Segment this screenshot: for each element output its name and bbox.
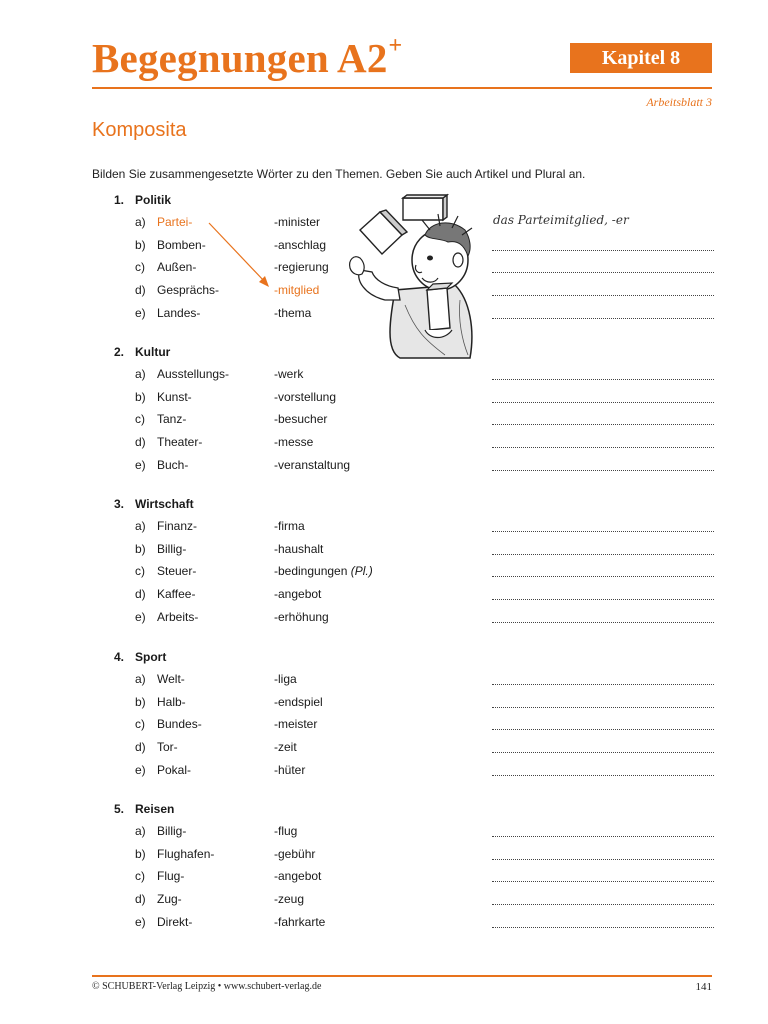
- section-heading: 5. Reisen: [114, 802, 175, 816]
- answer-line[interactable]: [492, 824, 714, 837]
- brand-title: Begegnungen A2+: [92, 33, 403, 81]
- header-rule: [92, 87, 712, 89]
- item-letter: e): [135, 914, 146, 929]
- section-heading: 2. Kultur: [114, 345, 171, 359]
- answer-line[interactable]: [492, 458, 714, 471]
- item-letter: b): [135, 694, 146, 709]
- answer-line[interactable]: [492, 672, 714, 685]
- word-first-part: Tor-: [157, 740, 178, 755]
- answer-line[interactable]: [492, 587, 714, 600]
- word-first-part: Pokal-: [157, 762, 192, 777]
- word-first-part: Kaffee-: [157, 587, 196, 602]
- word-first-part: Halb-: [157, 694, 186, 709]
- word-first-part: Steuer-: [157, 564, 197, 579]
- item-letter: e): [135, 609, 146, 624]
- answer-line[interactable]: [492, 238, 714, 251]
- word-first-part: Arbeits-: [157, 609, 199, 624]
- word-first-part: Buch-: [157, 457, 189, 472]
- word-second-part: -fahrkarte: [274, 914, 326, 929]
- item-letter: a): [135, 672, 146, 686]
- word-second-part: -besucher: [274, 412, 328, 427]
- item-letter: d): [135, 740, 146, 755]
- item-letter: c): [135, 260, 145, 275]
- item-letter: b): [135, 237, 146, 252]
- word-second-part: -hüter: [274, 762, 306, 777]
- item-letter: c): [135, 564, 145, 579]
- section-heading: 1. Politik: [114, 193, 172, 207]
- answer-line[interactable]: [492, 519, 714, 532]
- word-second-part: -angebot: [274, 869, 322, 884]
- word-first-part: Tanz-: [157, 412, 187, 427]
- word-first-part: Außen-: [157, 260, 197, 275]
- item-letter: d): [135, 283, 146, 298]
- word-first-part: Direkt-: [157, 914, 193, 929]
- word-second-part: -zeit: [274, 740, 297, 755]
- answer-line[interactable]: [492, 717, 714, 730]
- word-first-part: Bomben-: [157, 237, 206, 252]
- item-letter: c): [135, 869, 145, 884]
- answer-line[interactable]: [492, 763, 714, 776]
- footer-copyright: © SCHUBERT-Verlag Leipzig • www.schubert-verlag.de: [92, 981, 322, 992]
- item-letter: c): [135, 717, 145, 732]
- word-second-part: -thema: [274, 305, 312, 320]
- item-letter: d): [135, 587, 146, 602]
- word-second-part: -veranstaltung: [274, 457, 351, 472]
- word-first-part: Billig-: [157, 824, 187, 838]
- word-second-part: -mitglied: [274, 283, 320, 298]
- word-second-part: -liga: [274, 672, 297, 686]
- item-letter: e): [135, 305, 146, 320]
- item-letter: b): [135, 541, 146, 556]
- answer-line[interactable]: [492, 695, 714, 708]
- page-title: Komposita: [92, 119, 187, 141]
- instructions-text: Bilden Sie zusammengesetzte Wörter zu den Themen. Geben Sie auch Artikel und Plural an.: [92, 167, 586, 181]
- word-first-part: Zug-: [157, 892, 182, 907]
- item-letter: a): [135, 367, 146, 381]
- word-second-part: -zeug: [274, 892, 305, 907]
- word-second-part: -anschlag: [274, 237, 327, 252]
- word-first-part: Partei-: [157, 215, 193, 229]
- juggler-illustration: [330, 190, 480, 360]
- answer-line[interactable]: [492, 390, 714, 403]
- answer-line[interactable]: [492, 542, 714, 555]
- answer-line[interactable]: [492, 740, 714, 753]
- word-second-part: -angebot: [274, 587, 322, 602]
- word-first-part: Billig-: [157, 541, 187, 556]
- page-number: 141: [695, 981, 712, 993]
- word-second-part: -minister: [274, 215, 321, 229]
- item-letter: d): [135, 435, 146, 450]
- worksheet-label: Arbeitsblatt 3: [646, 95, 712, 109]
- answer-line[interactable]: [492, 412, 714, 425]
- word-first-part: Bundes-: [157, 717, 202, 732]
- word-second-part: -firma: [274, 519, 305, 533]
- word-second-part: -messe: [274, 435, 314, 450]
- word-second-part: -regierung: [274, 260, 329, 275]
- answer-line[interactable]: [492, 892, 714, 905]
- item-letter: a): [135, 824, 146, 838]
- word-second-part: -flug: [274, 824, 298, 838]
- section-heading: 4. Sport: [114, 650, 167, 664]
- word-second-part: -haushalt: [274, 541, 324, 556]
- word-second-part: -erhöhung: [274, 609, 329, 624]
- item-letter: e): [135, 457, 146, 472]
- item-letter: b): [135, 389, 146, 404]
- word-first-part: Flughafen-: [157, 846, 215, 861]
- plural-note: (Pl.): [350, 564, 373, 579]
- answer-line[interactable]: [492, 435, 714, 448]
- word-first-part: Gesprächs-: [157, 283, 220, 298]
- word-second-part: -bedingungen (Pl.): [274, 564, 373, 579]
- word-first-part: Welt-: [157, 672, 185, 686]
- item-letter: e): [135, 762, 146, 777]
- item-letter: c): [135, 412, 145, 427]
- word-second-part: -vorstellung: [274, 389, 337, 404]
- word-second-part: -endspiel: [274, 694, 323, 709]
- word-first-part: Kunst-: [157, 389, 192, 404]
- word-first-part: Theater-: [157, 435, 203, 450]
- answer-line[interactable]: [492, 306, 714, 319]
- answer-line[interactable]: [492, 564, 714, 577]
- word-first-part: Flug-: [157, 869, 185, 884]
- item-letter: a): [135, 215, 146, 229]
- word-second-part: -gebühr: [274, 846, 316, 861]
- answer-line[interactable]: [492, 915, 714, 928]
- answer-line[interactable]: [492, 260, 714, 273]
- item-letter: b): [135, 846, 146, 861]
- word-first-part: Ausstellungs-: [157, 367, 230, 381]
- word-second-part: -meister: [274, 717, 318, 732]
- word-second-part: -werk: [274, 367, 304, 381]
- section-heading: 3. Wirtschaft: [114, 497, 194, 511]
- item-letter: d): [135, 892, 146, 907]
- footer-rule: [92, 975, 712, 977]
- word-first-part: Finanz-: [157, 519, 198, 533]
- answer-line[interactable]: [492, 367, 714, 380]
- example-answer: das Parteimitglied, -er: [493, 213, 629, 227]
- answer-line[interactable]: [492, 283, 714, 296]
- chapter-badge: Kapitel 8: [570, 43, 712, 73]
- answer-line[interactable]: [492, 610, 714, 623]
- answer-line[interactable]: [492, 869, 714, 882]
- item-letter: a): [135, 519, 146, 533]
- word-first-part: Landes-: [157, 305, 201, 320]
- answer-line[interactable]: [492, 847, 714, 860]
- example-arrow-icon: [205, 220, 275, 292]
